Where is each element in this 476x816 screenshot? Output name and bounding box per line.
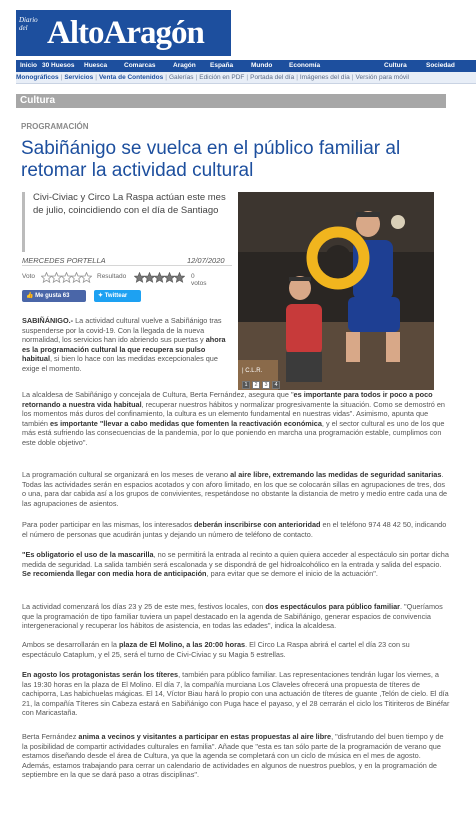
- paragraph-3: La programación cultural se organizará en los meses de verano al aire libre, extremando las medidas de seguridad sanitarias. Todas las actividades serán en espacios acotados y con aforo limitado, en los que se colocarán sillas en agrupaciones de tres, dos o una, para dar cabida así a los grupos de convivientes, respetándose no obstante la distancia de metro y medio entre cada una de las agrupaciones de asientos.: [22, 470, 448, 508]
- article-headline: Sabiñánigo se vuelca en el público familiar al retomar la actividad cultural: [21, 138, 401, 181]
- nav-item-sociedad[interactable]: Sociedad: [426, 62, 455, 69]
- subnav-venta-contenidos[interactable]: Venta de Contenidos: [98, 74, 164, 81]
- paragraph-1: SABIÑÁNIGO.- La actividad cultural vuelve a Sabiñánigo tras suspenderse por la covid-19. Con la llegada de la nueva normalidad, los servicios han ido abriendo sus puertas y ahora es la programación cultural la que recupera su pulso habitual, si bien lo hace con las medidas excepcionales que exige el momento.: [22, 316, 226, 373]
- paragraph-6: La actividad comenzará los días 23 y 25 de este mes, festivos locales, con dos espectáculos para público familiar. "Queríamos que la programación de tipo familiar tuviera un papel destacado en la agenda de Sabiñánigo, generar espacios de convivencia intergeneracional y recuperar los hábitos de asistencia, en todas las edades", indica la alcaldesa.: [22, 602, 443, 631]
- lead-text: Civi-Civiac y Circo La Raspa actúan este mes de julio, coincidiendo con el día de Santiago: [33, 192, 226, 216]
- main-nav: [16, 60, 476, 72]
- subnav-edicion-pdf[interactable]: Edición en PDF: [199, 74, 245, 81]
- article-photo[interactable]: [238, 192, 434, 390]
- nav-item-espana[interactable]: España: [210, 62, 234, 69]
- photo-caption: | C.L.R.: [242, 368, 263, 374]
- paragraph-4: Para poder participar en las mismas, los interesados deberán inscribirse con anterioridad en el teléfono 974 48 42 50, indicando el número de personas que acudirán juntas y dejando un número de teléfono de contacto.: [22, 520, 447, 539]
- secondary-nav: Monográficos | Servicios | Venta de Contenidos | Galerías | Edición en PDF | Portada del día | Imágenes del día | Versión para móvil: [16, 72, 476, 84]
- photo-page-3[interactable]: 3: [262, 381, 270, 389]
- photo-page-1[interactable]: 1: [242, 381, 250, 389]
- photo-page-4[interactable]: 4: [272, 381, 280, 389]
- subnav-portada[interactable]: Portada del día: [250, 74, 295, 81]
- masthead: [0, 0, 476, 60]
- facebook-like-label: Me gusta 63: [35, 293, 70, 299]
- result-label: Resultado: [97, 273, 127, 280]
- performers-illustration: [238, 192, 434, 390]
- twitter-share-button[interactable]: [94, 290, 141, 302]
- article-lead: [22, 192, 227, 252]
- article-date: 12/07/2020: [187, 256, 225, 265]
- section-bar: [16, 94, 446, 108]
- nav-item-inicio[interactable]: Inicio: [20, 62, 37, 69]
- nav-item-mundo[interactable]: Mundo: [251, 62, 273, 69]
- logo-subtitle: Diario del: [19, 16, 38, 32]
- article-kicker: PROGRAMACIÓN: [21, 122, 89, 131]
- photo-page-2[interactable]: 2: [252, 381, 260, 389]
- paragraph-8: En agosto los protagonistas serán los títeres, también para público familiar. Las representaciones tendrán lugar los viernes, a las 19:30 horas en la plaza de El Molino. El día 7, la compañía murciana Los Claveles ofrecerá una propuesta de títeres de cachiporra, Las habichuelas mágicas. El 14, Víctor Biau hará lo propio con una actuación de títeres de guante ,Telón de cielo. El día 21, la compañía Títeres sin Cabeza estará en Sabiñánigo con Puga hace el payaso, y el 28 cerrarán el ciclo los Titiriteros de Binéfar con Maricastaña.: [22, 670, 450, 718]
- vote-star-icon[interactable]: [81, 272, 92, 283]
- nav-item-comarcas[interactable]: Comarcas: [124, 62, 156, 69]
- paragraph-9: Berta Fernández anima a vecinos y visitantes a participar en estas propuestas al aire libre, "disfrutando del buen tiempo y de la posibilidad de compartir actividades culturales en familia". Añade que "esta es tan sólo parte de la programación de verano que estamos diseñando desde el área de Cultura, ya que la agenda se completará con un ciclo de música en el mes de agosto. Además, estamos trabajando para cerrar un calendario de actividades en algunos de nuestros pueblos, y en la programación de septiembre en la que se dará paso a otras disciplinas".: [22, 732, 444, 780]
- section-label[interactable]: Cultura: [20, 95, 55, 106]
- nav-item-cultura[interactable]: Cultura: [384, 62, 407, 69]
- vote-count: 0 votos: [191, 273, 207, 287]
- subnav-movil[interactable]: Versión para móvil: [355, 74, 409, 81]
- paragraph-2: La alcaldesa de Sabiñánigo y concejala de Cultura, Berta Fernández, asegura que "es importante para todos ir poco a poco retornando a nuestra vida habitual, recuperar nuestros hábitos y normalizar progresivamente la situación. Como se demostró en los momentos más duros del confinamiento, la cultura es un elemento fundamental en nuestras vidas". Asimismo, apunta que también es importante "llevar a cabo medidas que fomenten la reactivación económica, y el sector cultural es uno de los que más está sufriendo las consecuencias de la pandemia, por lo que poniendo en marcha una programación estable, cumplimos con este doble objetivo".: [22, 390, 445, 447]
- paragraph-5: "Es obligatorio el uso de la mascarilla, no se permitirá la entrada al recinto a quien quiera acceder al espectáculo sin portar dicha medida de seguridad. La salida también será escalonada y se dispondrá de gel hidroalcohólico en la entrada y salida del espacio. Se recomienda llegar con media hora de anticipación, para evitar que se demore el inicio de la actuación".: [22, 550, 449, 579]
- facebook-like-icon: 👍: [26, 293, 36, 299]
- subnav-servicios[interactable]: Servicios: [64, 74, 94, 81]
- dateline: SABIÑÁNIGO.-: [22, 316, 74, 325]
- subnav-galerias[interactable]: Galerías: [168, 74, 194, 81]
- vote-label: Voto: [22, 273, 36, 280]
- result-star-icon: [174, 272, 185, 283]
- site-logo[interactable]: [16, 10, 231, 56]
- divider: [22, 265, 232, 266]
- facebook-like-button[interactable]: [22, 290, 86, 302]
- nav-item-aragon[interactable]: Aragón: [173, 62, 196, 69]
- twitter-bird-icon: ✦: [98, 293, 105, 299]
- nav-item-huesca[interactable]: Huesca: [84, 62, 108, 69]
- subnav-imagenes[interactable]: Imágenes del día: [299, 74, 350, 81]
- article-author: MERCEDES PORTELLA: [22, 256, 106, 265]
- paragraph-7: Ambos se desarrollarán en la plaza de El Molino, a las 20:00 horas. El Circo La Raspa abrirá el cartel el día 23 con su espectáculo Cataplum, y el 25, será el turno de Civi-Civiac y su Magia 5 estrellas.: [22, 640, 410, 659]
- logo-title: AltoAragón: [47, 15, 204, 51]
- nav-item-30-huesos[interactable]: 30 Huesos: [42, 62, 75, 69]
- nav-item-economia[interactable]: Economía: [289, 62, 321, 69]
- twitter-label: Twittear: [104, 293, 128, 299]
- subnav-monograficos[interactable]: Monográficos: [16, 74, 59, 81]
